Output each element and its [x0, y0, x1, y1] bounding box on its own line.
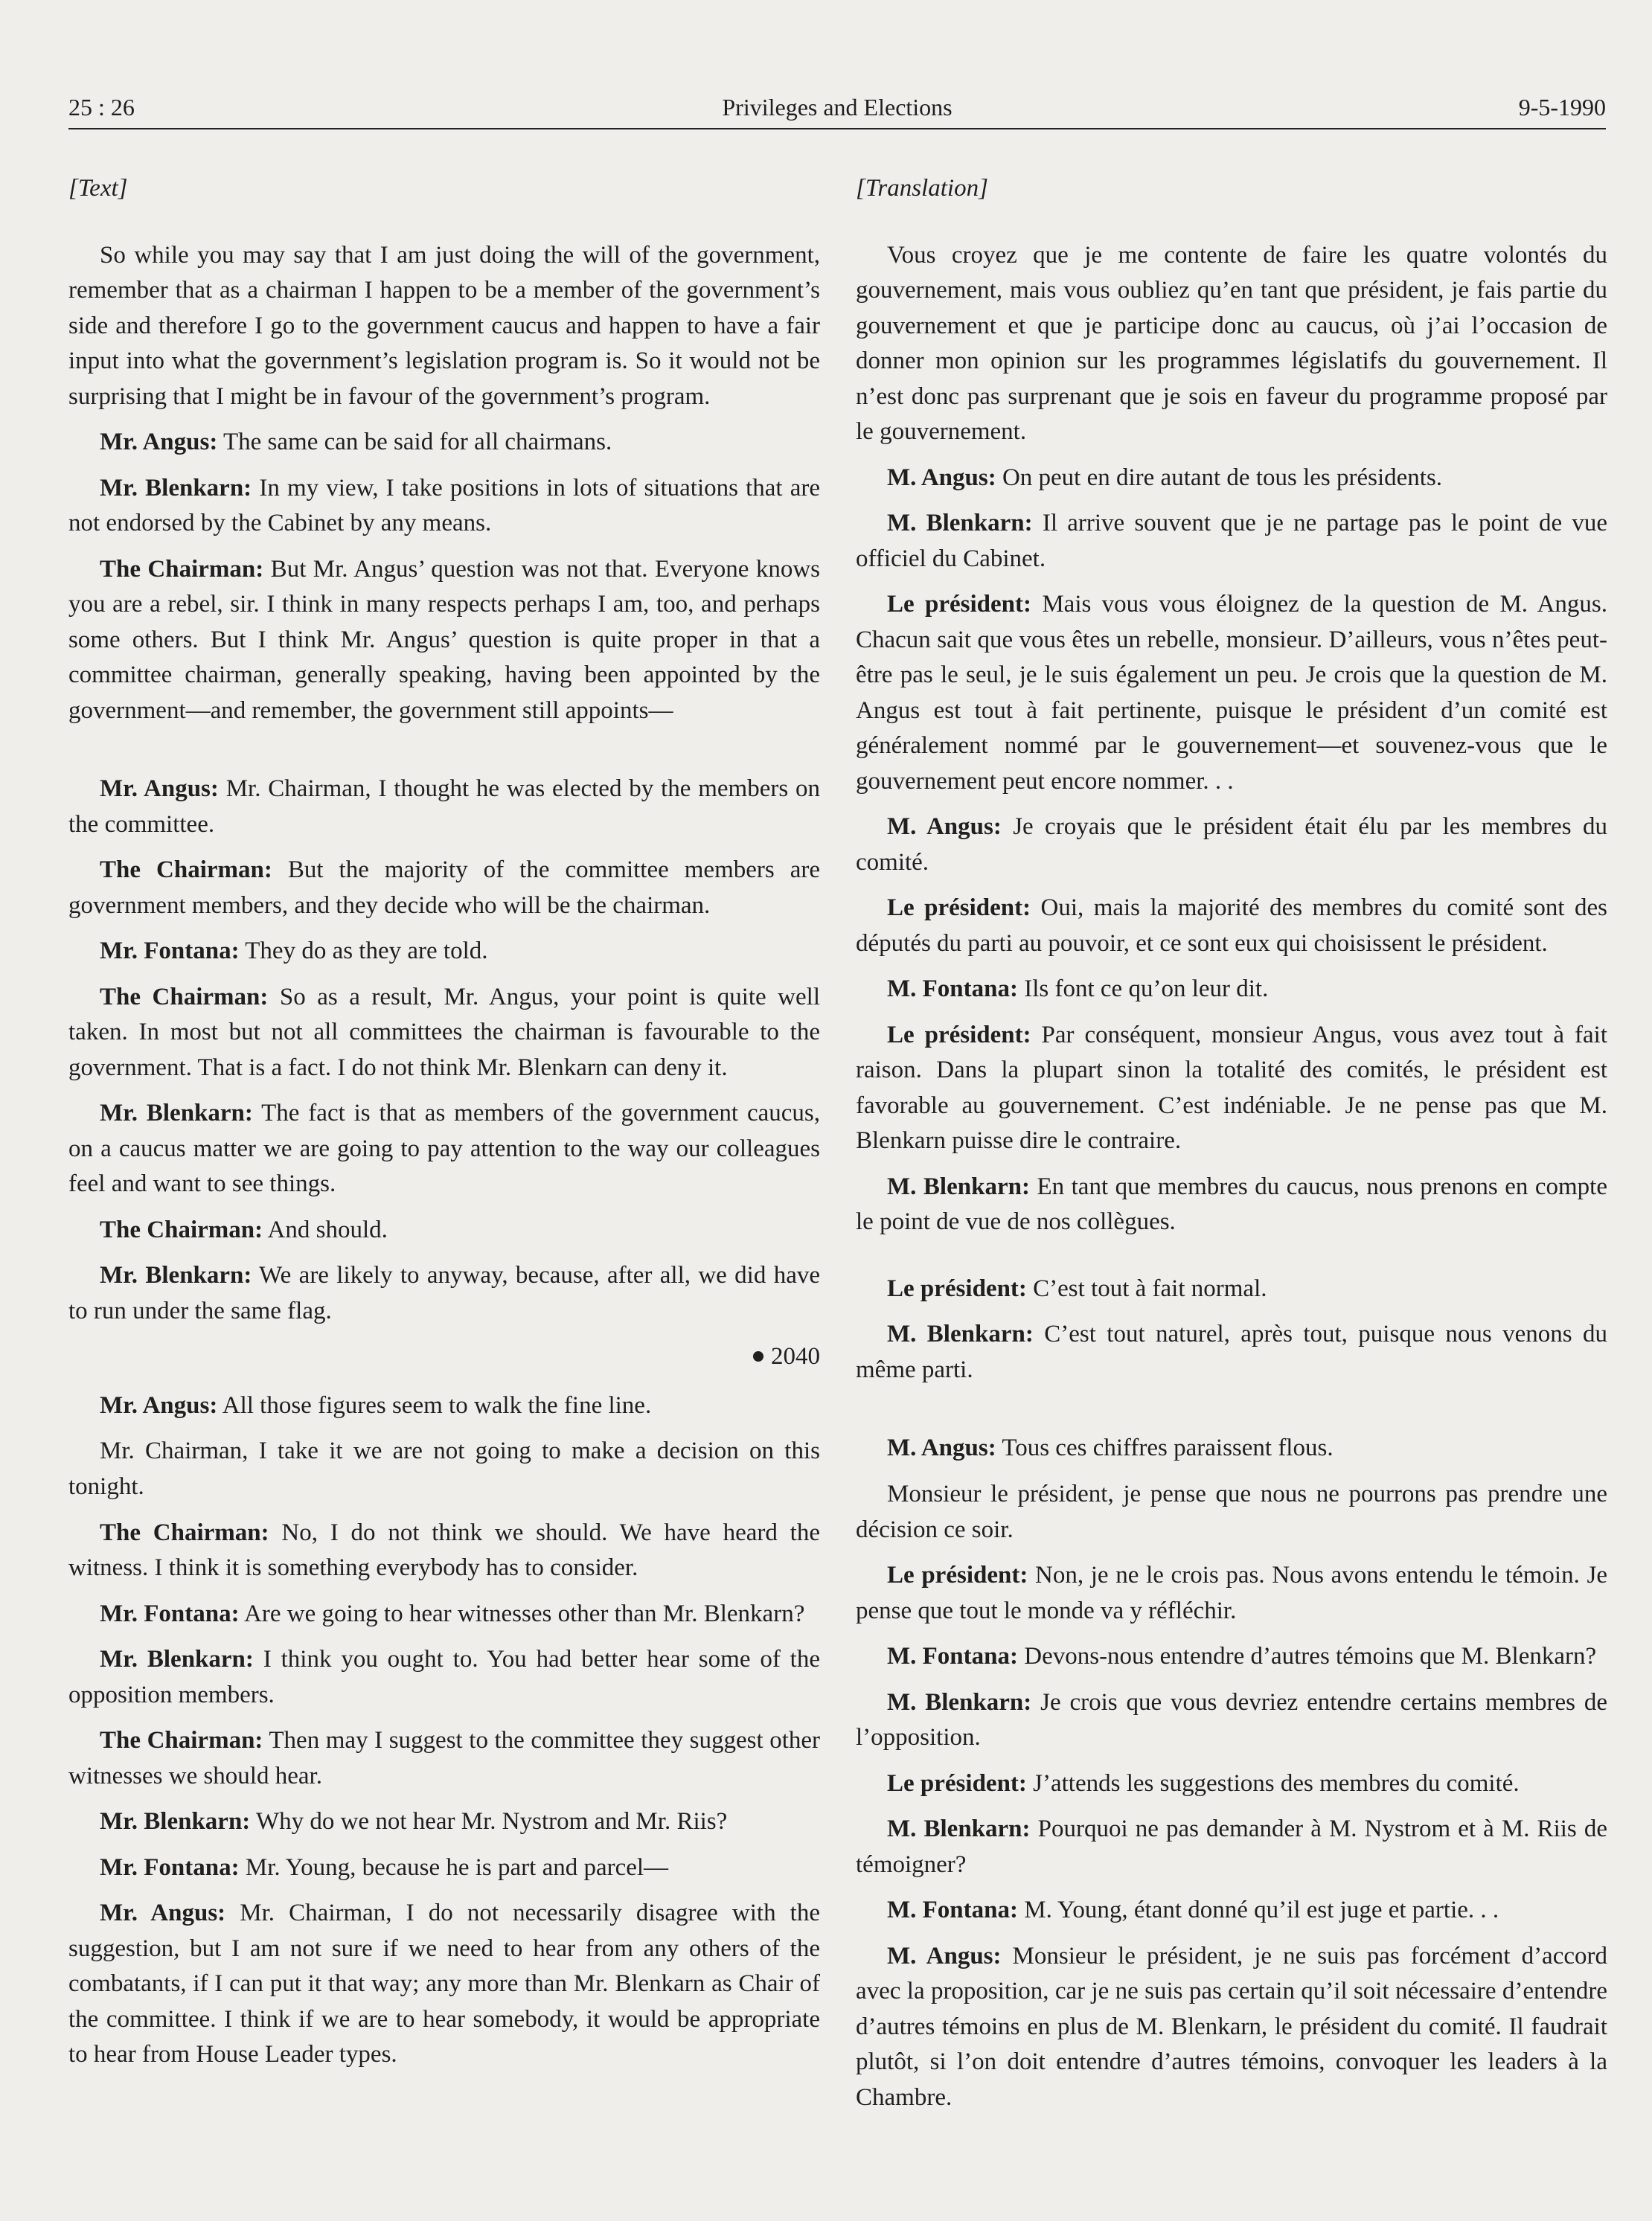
speech-text: But the majority of the committee members are government members, and they decide who will be the chairman. — [68, 856, 821, 919]
speech-text: Oui, mais la majorité des membres du comité sont des députés du parti au pouvoir, et ce sont eux qui choisissent le président. — [856, 894, 1607, 957]
speaker-name: Mr. Blenkarn: — [100, 1100, 253, 1127]
speech-text: Il arrive souvent que je ne partage pas le point de vue officiel du Cabinet. — [856, 510, 1607, 572]
speech-text: The fact is that as members of the government caucus, on a caucus matter we are going to pay attention to the way our colleagues feel and want to see things. — [68, 1100, 820, 1198]
speech-paragraph — [68, 552, 820, 729]
speech-paragraph — [856, 1170, 1607, 1240]
spacer — [68, 739, 820, 772]
speech-paragraph — [856, 1893, 1607, 1929]
speech-text: No, I do not think we should. We have heard the witness. I think it is something everybody has to consider. — [68, 1519, 820, 1582]
running-title: Privileges and Elections — [722, 94, 953, 121]
speech-text: They do as they are told. — [239, 938, 488, 965]
speech-paragraph — [856, 1766, 1607, 1802]
speaker-name: Mr. Blenkarn: — [100, 474, 252, 501]
speech-paragraph — [68, 1850, 820, 1886]
speech-text: I think you ought to. You had better hear some of the opposition members. — [68, 1646, 820, 1708]
speech-paragraph — [68, 980, 820, 1086]
speech-text: But Mr. Angus’ question was not that. Everyone knows you are a rebel, sir. I think in many respects perhaps I am, too, and perhaps some others. But I think Mr. Angus’ question is quite proper in that a committee chairman, generally speaking, having been appointed by the government—and remember, the government still appoints— — [68, 555, 821, 724]
speaker-name: Mr. Blenkarn: — [100, 1646, 254, 1673]
speech-text: Ils font ce qu’on leur dit. — [1018, 975, 1269, 1003]
speaker-name: The Chairman: — [100, 856, 272, 884]
speech-paragraph — [68, 1723, 820, 1794]
column-label-text: [Text] — [68, 175, 128, 202]
speaker-name: M. Fontana: — [887, 1897, 1018, 1924]
speech-text: In my view, I take positions in lots of situations that are not endorsed by the Cabinet by any means. — [68, 474, 820, 537]
speaker-name: The Chairman: — [100, 555, 264, 583]
column-label-translation: [Translation] — [856, 175, 988, 202]
speech-paragraph — [68, 1516, 820, 1586]
speaker-name: Le président: — [887, 894, 1031, 922]
speech-text: C’est tout naturel, après tout, puisque nous venons du même parti. — [856, 1321, 1607, 1383]
speaker-name: Mr. Angus: — [100, 1391, 218, 1419]
speech-text: Mais vous vous éloignez de la question de M. Angus. Chacun sait que vous êtes un rebelle, monsieur. D’ailleurs, vous n’êtes peut-être pas le seul, je le suis également un peu. Je crois que la question de M. Angus est tout à fait pertinente, puisque le président d’un comité est généralement nommé par le gouvernement—et souvenez-vous que le gouvernement peut encore nommer. . . — [856, 591, 1608, 795]
speech-paragraph — [68, 1804, 820, 1840]
speaker-name: M. Angus: — [887, 813, 1002, 841]
speaker-name: Le président: — [887, 1562, 1028, 1589]
time-marker-text: 2040 — [771, 1343, 820, 1371]
speaker-name: M. Blenkarn: — [887, 510, 1033, 537]
speech-paragraph — [856, 1812, 1607, 1882]
french-column — [856, 171, 1607, 2126]
speaker-name: Mr. Blenkarn: — [100, 1808, 251, 1836]
english-column — [68, 171, 820, 2083]
speech-text: All those figures seem to walk the fine line. — [217, 1391, 652, 1419]
speech-text: Non, je ne le crois pas. Nous avons entendu le témoin. Je pense que tout le monde va y réfléchir. — [856, 1562, 1607, 1624]
speaker-name: The Chairman: — [100, 1519, 269, 1546]
speaker-name: Le président: — [887, 1021, 1031, 1048]
speaker-name: M. Angus: — [887, 1942, 1002, 1970]
bullet-icon — [753, 1351, 763, 1362]
speech-paragraph — [856, 1639, 1607, 1675]
speech-text: Devons-nous entendre d’autres témoins que M. Blenkarn? — [1018, 1643, 1597, 1670]
speech-text: En tant que membres du caucus, nous prenons en compte le point de vue de nos collègues. — [856, 1173, 1607, 1236]
speech-paragraph — [68, 1213, 820, 1249]
speech-text: Then may I suggest to the committee they suggest other witnesses we should hear. — [68, 1727, 821, 1789]
paragraph: Vous croyez que je me contente de faire les quatre volontés du gouvernement, mais vous oubliez qu’en tant que président, je fais partie du gouvernement et que je participe donc au caucus, où j’ai l’occasion de donner mon opinion sur les programmes législatifs du gouvernement. Il n’est donc pas surprenant que je sois en faveur du programme proposé par le gouvernement. — [856, 241, 1607, 446]
speech-paragraph — [68, 1597, 820, 1632]
speech-text: Monsieur le président, je ne suis pas forcément d’accord avec la proposition, car je ne suis pas certain qu’il soit nécessaire d’entendre d’autres témoins en plus de M. Blenkarn, le président du comité. Il faudrait plutôt, si l’on doit entendre d’autres témoins, convoquer les leaders à la Chambre. — [856, 1942, 1607, 2111]
speaker-name: Mr. Fontana: — [100, 1600, 240, 1627]
speech-paragraph — [856, 810, 1607, 880]
speaker-name: M. Angus: — [887, 1435, 996, 1462]
speech-paragraph — [856, 587, 1607, 799]
spacer — [856, 1398, 1607, 1431]
speaker-name: The Chairman: — [100, 983, 269, 1010]
speech-text: C’est tout à fait normal. — [1026, 1275, 1267, 1302]
page-date: 9-5-1990 — [1518, 94, 1606, 121]
speaker-name: Mr. Angus: — [100, 429, 218, 456]
speech-text: Tous ces chiffres paraissent flous. — [996, 1435, 1334, 1462]
speaker-name: Mr. Angus: — [100, 775, 219, 803]
speech-paragraph — [856, 1558, 1607, 1629]
speech-text: Je crois que vous devriez entendre certains membres de l’opposition. — [856, 1688, 1608, 1752]
speech-text: And should. — [263, 1216, 388, 1243]
speech-text: Are we going to hear witnesses other than Mr. Blenkarn? — [239, 1600, 805, 1627]
speaker-name: M. Angus: — [887, 464, 996, 491]
speech-paragraph — [856, 1939, 1607, 2116]
speech-text: Mr. Young, because he is part and parcel— — [239, 1853, 669, 1881]
speech-paragraph — [68, 1388, 820, 1424]
speaker-name: M. Fontana: — [887, 975, 1018, 1003]
speech-text: So as a result, Mr. Angus, your point is quite well taken. In most but not all committees the chairman is favourable to the government. That is a fact. I do not think Mr. Blenkarn can deny it. — [68, 983, 820, 1081]
speaker-name: M. Blenkarn: — [887, 1815, 1031, 1843]
speaker-name: M. Fontana: — [887, 1643, 1018, 1670]
speech-paragraph — [68, 1896, 820, 2073]
speech-paragraph — [68, 934, 820, 970]
speech-text: Why do we not hear Mr. Nystrom and Mr. Riis? — [250, 1808, 728, 1836]
header-rule — [68, 128, 1606, 129]
speech-paragraph — [68, 1258, 820, 1329]
paragraph: Mr. Chairman, I take it we are not going to make a decision on this tonight. — [68, 1438, 820, 1500]
spacer — [856, 1251, 1607, 1272]
speaker-name: Le président: — [887, 1769, 1027, 1797]
speech-paragraph — [68, 1642, 820, 1713]
page-header — [68, 88, 1606, 132]
speech-text: Mr. Chairman, I do not necessarily disagree with the suggestion, but I am not sure if we need to hear from any others of the combatants, if I can put it that way; any more than Mr. Blenkarn as Chair of the committee. I think if we are to hear somebody, it would be appropriate to hear from House Leader types. — [68, 1900, 820, 2068]
speaker-name: The Chairman: — [100, 1727, 263, 1754]
speech-paragraph — [856, 1317, 1607, 1388]
speech-text: We are likely to anyway, because, after all, we did have to run under the same flag. — [68, 1262, 821, 1324]
speaker-name: Mr. Fontana: — [100, 938, 240, 965]
speech-paragraph — [856, 891, 1607, 961]
speaker-name: Mr. Blenkarn: — [100, 1262, 252, 1289]
speech-paragraph — [68, 772, 820, 842]
speaker-name: Le président: — [887, 1275, 1027, 1302]
page-number: 25 : 26 — [68, 94, 135, 121]
speaker-name: M. Blenkarn: — [887, 1688, 1032, 1716]
speech-paragraph — [856, 972, 1607, 1007]
speech-paragraph — [856, 1685, 1607, 1756]
speech-text: Par conséquent, monsieur Angus, vous avez tout à fait raison. Dans la plupart sinon la totalité des comités, le président est favorable au gouvernement. C’est indéniable. Je ne pense pas que M. Blenkarn puisse dire le contraire. — [856, 1021, 1607, 1155]
paragraph: Monsieur le président, je pense que nous ne pourrons pas prendre une décision ce soir. — [856, 1480, 1607, 1543]
speaker-name: M. Blenkarn: — [887, 1321, 1034, 1348]
speech-text: The same can be said for all chairmans. — [217, 429, 612, 456]
speaker-name: The Chairman: — [100, 1216, 263, 1243]
speech-paragraph — [856, 461, 1607, 496]
speech-paragraph — [68, 1096, 820, 1202]
speech-text: M. Young, étant donné qu’il est juge et partie. . . — [1018, 1897, 1499, 1924]
speech-paragraph — [856, 506, 1607, 577]
speech-paragraph — [856, 1018, 1607, 1159]
speech-paragraph — [68, 425, 820, 461]
speech-text: J’attends les suggestions des membres du comité. — [1026, 1769, 1520, 1797]
speech-text: Pourquoi ne pas demander à M. Nystrom et à M. Riis de témoigner? — [856, 1815, 1607, 1878]
speaker-name: Mr. Fontana: — [100, 1853, 240, 1881]
speech-paragraph — [68, 471, 820, 542]
speaker-name: Le président: — [887, 591, 1031, 618]
speech-paragraph — [856, 1272, 1607, 1307]
speech-text: Mr. Chairman, I thought he was elected by the members on the committee. — [68, 775, 820, 838]
speech-paragraph — [68, 853, 820, 923]
speech-text: On peut en dire autant de tous les présidents. — [996, 464, 1443, 491]
speaker-name: M. Blenkarn: — [887, 1173, 1030, 1200]
speech-paragraph — [856, 1431, 1607, 1467]
speaker-name: Mr. Angus: — [100, 1900, 226, 1927]
speech-text: Je croyais que le président était élu par les membres du comité. — [856, 813, 1607, 876]
paragraph: So while you may say that I am just doing the will of the government, remember that as a chairman I happen to be a member of the government’s side and therefore I go to the government caucus and happen to have a fair input into what the government’s legislation program is. So it would not be surprising that I might be in favour of the government’s program. — [68, 241, 820, 410]
time-marker — [68, 1339, 820, 1375]
